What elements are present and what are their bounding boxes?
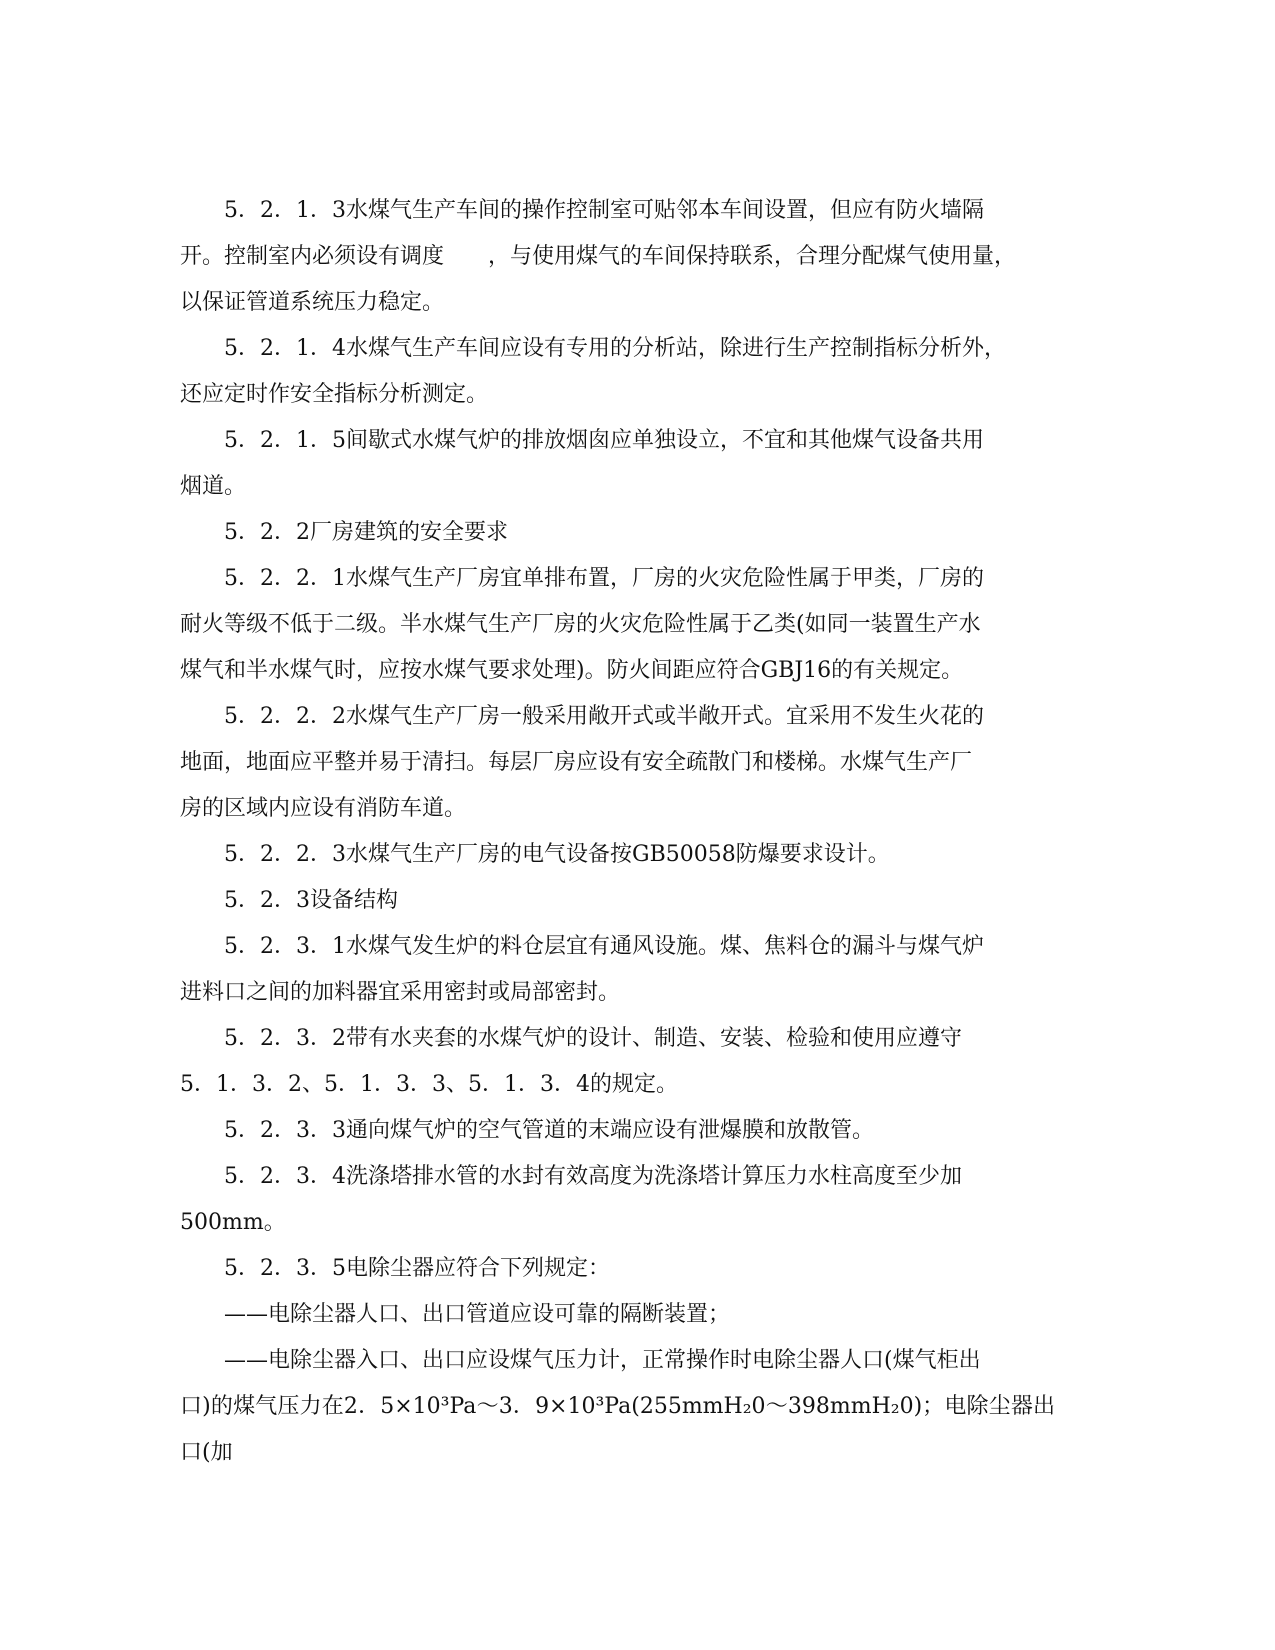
text-line: 5．2．3．3通向煤气炉的空气管道的末端应设有泄爆膜和放散管。 [224, 1118, 874, 1143]
section-heading-5-2-3 [180, 878, 1055, 924]
list-item-dash [180, 1292, 1055, 1338]
paragraph-5-2-1-4 [180, 326, 1055, 418]
text-line: 5．2．1．3水煤气生产车间的操作控制室可贴邻本车间设置，但应有防火墙隔 [224, 198, 984, 223]
text-line: 5．2．3．1水煤气发生炉的料仓层宜有通风设施。煤、焦料仓的漏斗与煤气炉 [224, 934, 984, 959]
text-line: 5．2．3．4洗涤塔排水管的水封有效高度为洗涤塔计算压力水柱高度至少加 [224, 1164, 962, 1189]
text-line: 房的区域内应设有消防车道。 [180, 796, 467, 821]
text-line: 5．2．3．5电除尘器应符合下列规定： [224, 1256, 610, 1281]
text-line: 以保证管道系统压力稳定。 [180, 290, 445, 315]
text-line: ——电除尘器入口、出口应设煤气压力计，正常操作时电除尘器人口(煤气柜出 [224, 1348, 981, 1373]
text-line: 5．2．1．4水煤气生产车间应设有专用的分析站，除进行生产控制指标分析外， [224, 336, 1006, 361]
text-line: 耐火等级不低于二级。半水煤气生产厂房的火灾危险性属于乙类(如同一装置生产水 [180, 612, 981, 637]
text-line: 口)的煤气压力在2．5×10³Pa～3．9×10³Pa(255mmH₂0～398mmH₂0)；电除尘器出口(加 [180, 1394, 1055, 1465]
text-line: 烟道。 [180, 474, 247, 499]
document-body [180, 188, 1055, 1476]
paragraph-5-2-3-4 [180, 1154, 1055, 1246]
text-line: 地面，地面应平整并易于清扫。每层厂房应设有安全疏散门和楼梯。水煤气生产厂 [180, 750, 973, 775]
paragraph-5-2-2-3 [180, 832, 1055, 878]
section-heading-5-2-2 [180, 510, 1055, 556]
paragraph-5-2-3-1 [180, 924, 1055, 1016]
text-line: 5．1．3．2、5．1．3．3、5．1．3．4的规定。 [180, 1072, 678, 1097]
paragraph-5-2-2-1 [180, 556, 1055, 694]
text-line: 还应定时作安全指标分析测定。 [180, 382, 489, 407]
text-line: 5．2．3设备结构 [224, 888, 398, 913]
text-line: 5．2．1．5间歇式水煤气炉的排放烟囱应单独设立，不宜和其他煤气设备共用 [224, 428, 984, 453]
text-line: 5．2．3．2带有水夹套的水煤气炉的设计、制造、安装、检验和使用应遵守 [224, 1026, 962, 1051]
paragraph-5-2-3-2 [180, 1016, 1055, 1108]
text-line: 5．2．2．2水煤气生产厂房一般采用敞开式或半敞开式。宜采用不发生火花的 [224, 704, 984, 729]
text-line: 5．2．2．3水煤气生产厂房的电气设备按GB50058防爆要求设计。 [224, 842, 890, 867]
text-line: ——电除尘器人口、出口管道应设可靠的隔断装置； [224, 1302, 731, 1327]
text-line: 进料口之间的加料器宜采用密封或局部密封。 [180, 980, 621, 1005]
paragraph-5-2-1-5 [180, 418, 1055, 510]
paragraph-5-2-3-5 [180, 1246, 1055, 1292]
text-line: 500mm。 [180, 1210, 286, 1235]
paragraph-5-2-3-3 [180, 1108, 1055, 1154]
text-line: 煤气和半水煤气时，应按水煤气要求处理)。防火间距应符合GBJ16的有关规定。 [180, 658, 964, 683]
text-line: 开。控制室内必须设有调度 ，与使用煤气的车间保持联系，合理分配煤气使用量， [180, 244, 1017, 269]
paragraph-5-2-2-2 [180, 694, 1055, 832]
text-line: 5．2．2厂房建筑的安全要求 [224, 520, 508, 545]
paragraph-5-2-1-3 [180, 188, 1055, 326]
list-item-dash [180, 1338, 1055, 1476]
text-line: 5．2．2．1水煤气生产厂房宜单排布置，厂房的火灾危险性属于甲类，厂房的 [224, 566, 984, 591]
